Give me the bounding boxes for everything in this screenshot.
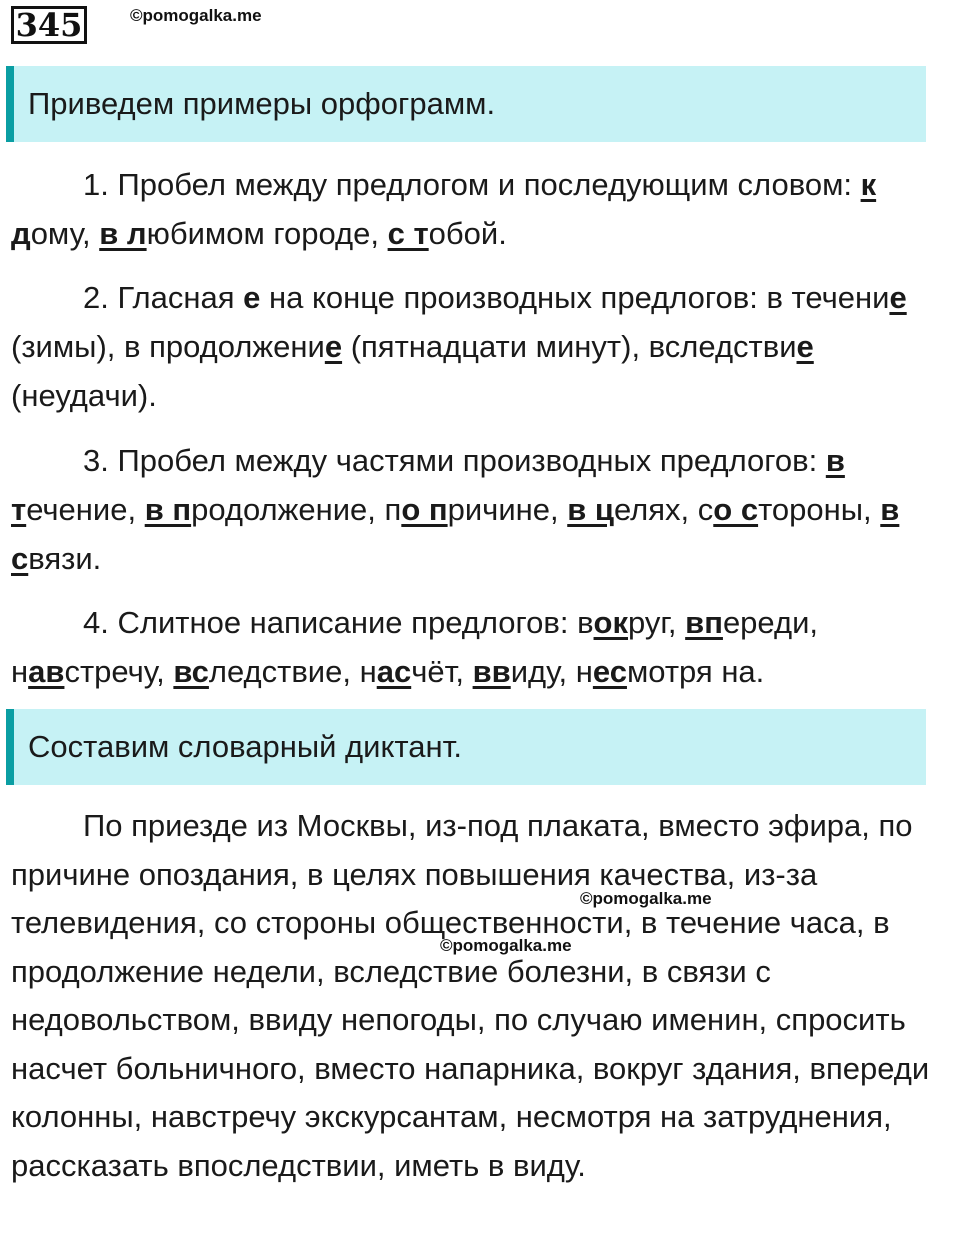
example-item-2: 2. Гласная е на конце производных предлогов: в течение (зимы), в продолжение (пятнадцати минут), вследствие (неудачи). xyxy=(11,280,907,413)
dictation-text: По приезде из Москвы, из-под плаката, вместо эфира, по причине опоздания, в целях повышения качества, из-за телевидения, со стороны общественности, в течение часа, в продолжение недели, вследствие болезни, в связи с недовольством, ввиду непогоды, по случаю именин, спросить насчет больничного, вместо напарника, вокруг здания, впереди колонны, навстречу экскурсантам, несмотря на затруднения, рассказать впоследствии, иметь в виду. xyxy=(11,808,930,1183)
watermark: ©pomogalka.me xyxy=(440,936,572,955)
section-heading-text: Составим словарный диктант. xyxy=(28,729,462,764)
section-heading-text: Приведем примеры орфограмм. xyxy=(28,86,496,121)
watermark: ©pomogalka.me xyxy=(130,6,262,25)
watermark: ©pomogalka.me xyxy=(580,889,712,908)
section-heading-dictation xyxy=(6,709,926,785)
section-heading-examples xyxy=(6,66,926,142)
example-item-3: 3. Пробел между частями производных предлогов: в течение, в продолжение, по причине, в целях, со стороны, в связи. xyxy=(11,443,900,576)
example-item-1: 1. Пробел между предлогом и последующим словом: к дому, в любимом городе, с тобой. xyxy=(11,167,877,251)
example-item-4: 4. Слитное написание предлогов: вокруг, впереди, навстречу, вследствие, насчёт, ввиду, несмотря на. xyxy=(11,605,818,689)
task-number: 345 xyxy=(11,6,87,44)
